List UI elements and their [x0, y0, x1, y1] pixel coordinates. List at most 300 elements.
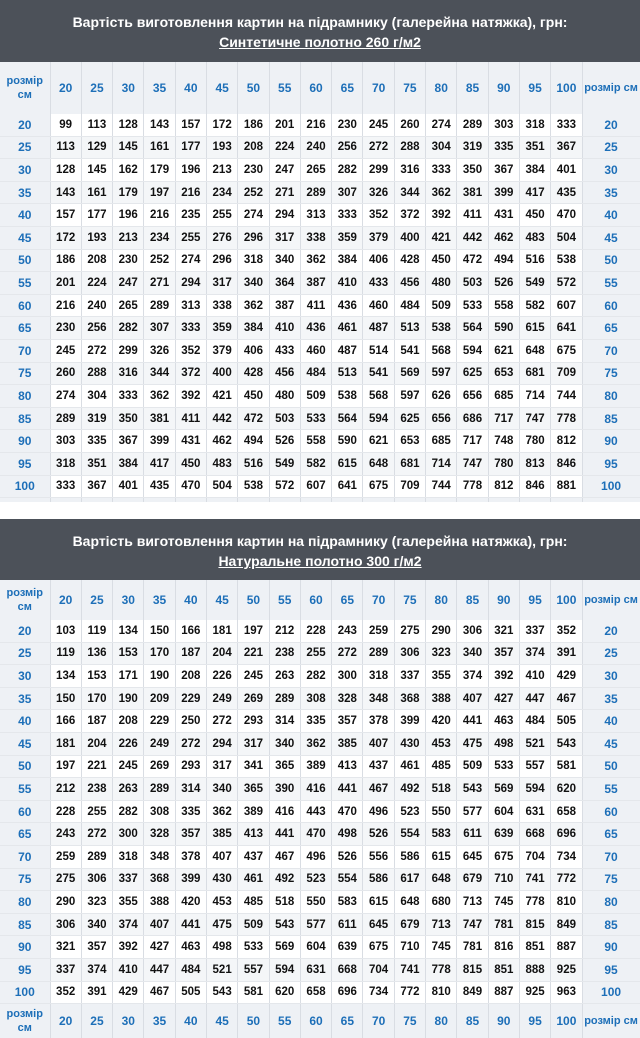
column-header: 60 [300, 1004, 331, 1038]
price-cell: 256 [81, 317, 112, 340]
price-cell: 541 [394, 339, 425, 362]
price-cell: 467 [269, 845, 300, 868]
price-cell: 234 [144, 226, 175, 249]
price-cell: 323 [81, 891, 112, 914]
row-header: 50 [0, 755, 50, 778]
price-cell: 569 [488, 778, 519, 801]
price-cell: 333 [332, 204, 363, 227]
price-cell: 335 [175, 800, 206, 823]
row-header: 75 [0, 868, 50, 891]
price-cell: 734 [363, 981, 394, 1004]
price-cell: 272 [332, 642, 363, 665]
price-cell: 328 [144, 823, 175, 846]
price-cell: 313 [175, 294, 206, 317]
price-cell: 492 [269, 868, 300, 891]
table-row [0, 452, 640, 475]
price-cell: 228 [50, 800, 81, 823]
price-cell: 289 [81, 845, 112, 868]
price-cell: 290 [50, 891, 81, 914]
price-cell: 224 [269, 136, 300, 159]
price-cell: 648 [363, 452, 394, 475]
price-cell: 389 [300, 755, 331, 778]
row-header: 95 [0, 958, 50, 981]
table-header [0, 519, 640, 580]
table-row [0, 362, 640, 385]
column-header: 65 [332, 1004, 363, 1038]
table-row [0, 620, 640, 642]
price-cell: 496 [363, 800, 394, 823]
price-cell: 399 [144, 430, 175, 453]
price-cell: 611 [332, 913, 363, 936]
price-cell: 556 [363, 845, 394, 868]
column-header: 55 [269, 580, 300, 620]
price-cell: 594 [269, 958, 300, 981]
price-cell: 399 [488, 181, 519, 204]
row-header: 100 [582, 475, 640, 498]
price-cell: 639 [332, 936, 363, 959]
price-cell: 461 [238, 868, 269, 891]
table-row [0, 710, 640, 733]
price-cell: 230 [113, 249, 144, 272]
column-header: 35 [144, 1004, 175, 1038]
price-cell: 543 [457, 778, 488, 801]
column-header: 20 [50, 62, 81, 114]
row-header: 80 [0, 891, 50, 914]
row-header: 60 [0, 800, 50, 823]
price-cell: 190 [144, 665, 175, 688]
price-cell: 365 [269, 755, 300, 778]
price-cell: 472 [238, 407, 269, 430]
price-cell: 581 [238, 981, 269, 1004]
price-cell: 208 [81, 249, 112, 272]
price-cell: 685 [488, 385, 519, 408]
price-cell: 420 [426, 710, 457, 733]
price-cell: 337 [394, 665, 425, 688]
table-row [0, 385, 640, 408]
price-cell: 306 [50, 913, 81, 936]
price-cell: 631 [519, 800, 550, 823]
price-cell: 272 [363, 136, 394, 159]
price-cell: 355 [113, 891, 144, 914]
price-cell: 216 [144, 204, 175, 227]
price-cell: 470 [300, 823, 331, 846]
price-cell: 435 [551, 181, 582, 204]
price-cell: 351 [519, 136, 550, 159]
column-header: 55 [269, 62, 300, 114]
table-row [0, 665, 640, 688]
price-cell: 243 [50, 823, 81, 846]
price-cell: 526 [332, 845, 363, 868]
column-header: 85 [457, 62, 488, 114]
price-cell: 615 [519, 317, 550, 340]
price-cell: 645 [457, 845, 488, 868]
price-cell: 607 [551, 294, 582, 317]
price-cell: 611 [457, 823, 488, 846]
price-cell: 714 [519, 385, 550, 408]
row-header: 80 [0, 385, 50, 408]
price-cell: 590 [332, 430, 363, 453]
price-cell: 143 [144, 114, 175, 136]
price-cell: 190 [113, 687, 144, 710]
price-cell: 813 [519, 452, 550, 475]
price-cell: 420 [175, 891, 206, 914]
price-cell: 247 [269, 159, 300, 182]
price-cell: 401 [551, 159, 582, 182]
price-cell: 384 [238, 317, 269, 340]
price-cell: 384 [519, 159, 550, 182]
price-cell: 306 [81, 868, 112, 891]
price-cell: 181 [206, 620, 237, 642]
corner-label: розмір см [582, 62, 640, 114]
price-cell: 335 [81, 430, 112, 453]
row-header: 55 [582, 272, 640, 295]
price-cell: 134 [50, 665, 81, 688]
price-cell: 625 [394, 407, 425, 430]
price-cell: 413 [332, 755, 363, 778]
column-header: 50 [238, 1004, 269, 1038]
price-cell: 317 [206, 272, 237, 295]
price-cell: 348 [144, 845, 175, 868]
price-cell: 480 [269, 385, 300, 408]
table-row [0, 317, 640, 340]
column-header: 65 [332, 580, 363, 620]
row-header: 55 [0, 778, 50, 801]
price-cell: 357 [332, 710, 363, 733]
price-cell: 577 [457, 800, 488, 823]
price-cell: 255 [175, 226, 206, 249]
price-cell: 196 [175, 159, 206, 182]
row-header: 55 [0, 272, 50, 295]
price-cell: 815 [519, 913, 550, 936]
price-cell: 161 [81, 181, 112, 204]
column-header: 45 [206, 62, 237, 114]
price-cell: 250 [175, 710, 206, 733]
price-cell: 780 [488, 452, 519, 475]
price-cell: 568 [363, 385, 394, 408]
price-cell: 177 [175, 136, 206, 159]
row-header: 95 [582, 958, 640, 981]
price-cell: 543 [551, 732, 582, 755]
price-cell: 480 [426, 272, 457, 295]
price-cell: 577 [300, 913, 331, 936]
price-cell: 313 [300, 204, 331, 227]
price-cell: 221 [238, 642, 269, 665]
price-cell: 509 [238, 913, 269, 936]
row-header: 25 [0, 642, 50, 665]
price-cell: 318 [238, 249, 269, 272]
price-cell: 442 [206, 407, 237, 430]
price-cell: 193 [206, 136, 237, 159]
price-cell: 461 [332, 317, 363, 340]
price-cell: 378 [175, 845, 206, 868]
price-cell: 177 [81, 204, 112, 227]
price-cell: 462 [488, 226, 519, 249]
price-cell: 153 [81, 665, 112, 688]
price-cell: 710 [488, 868, 519, 891]
table-subtitle: Синтетичне полотно 260 г/м2 [219, 34, 421, 50]
price-cell: 166 [175, 620, 206, 642]
price-cell: 621 [488, 339, 519, 362]
price-cell: 288 [394, 136, 425, 159]
price-cell: 781 [488, 913, 519, 936]
price-cell: 389 [238, 800, 269, 823]
price-cell: 435 [144, 475, 175, 498]
row-header: 80 [582, 385, 640, 408]
price-cell: 381 [457, 181, 488, 204]
table-row [0, 226, 640, 249]
price-cell: 709 [551, 362, 582, 385]
price-cell: 318 [113, 845, 144, 868]
price-cell: 252 [144, 249, 175, 272]
price-cell: 679 [457, 868, 488, 891]
price-cell: 620 [551, 778, 582, 801]
price-cell: 533 [300, 407, 331, 430]
row-header: 45 [582, 732, 640, 755]
price-cell: 653 [394, 430, 425, 453]
table-row [0, 136, 640, 159]
price-cell: 846 [551, 452, 582, 475]
price-cell: 357 [488, 642, 519, 665]
price-cell: 362 [426, 181, 457, 204]
price-cell: 399 [394, 710, 425, 733]
price-cell: 430 [394, 732, 425, 755]
price-cell: 341 [238, 755, 269, 778]
price-cell: 272 [81, 339, 112, 362]
price-cell: 538 [426, 317, 457, 340]
price-cell: 230 [238, 159, 269, 182]
price-cell: 338 [300, 226, 331, 249]
price-grid [0, 62, 640, 532]
price-cell: 348 [363, 687, 394, 710]
price-cell: 583 [426, 823, 457, 846]
price-cell: 549 [269, 452, 300, 475]
row-header: 65 [0, 823, 50, 846]
table-row [0, 475, 640, 498]
row-header: 65 [582, 823, 640, 846]
price-cell: 372 [175, 362, 206, 385]
price-cell: 410 [332, 272, 363, 295]
price-cell: 350 [457, 159, 488, 182]
price-cell: 416 [269, 800, 300, 823]
price-cell: 617 [394, 868, 425, 891]
table-row [0, 868, 640, 891]
price-cell: 372 [394, 204, 425, 227]
price-cell: 333 [426, 159, 457, 182]
price-cell: 289 [144, 778, 175, 801]
price-cell: 772 [551, 868, 582, 891]
row-header: 75 [582, 868, 640, 891]
table-row [0, 114, 640, 136]
price-cell: 543 [269, 913, 300, 936]
price-cell: 504 [206, 475, 237, 498]
price-cell: 240 [81, 294, 112, 317]
row-header: 70 [582, 339, 640, 362]
table-row [0, 642, 640, 665]
price-cell: 521 [206, 958, 237, 981]
table-row [0, 687, 640, 710]
price-cell: 338 [206, 294, 237, 317]
row-header: 20 [582, 114, 640, 136]
price-cell: 604 [488, 800, 519, 823]
price-cell: 208 [175, 665, 206, 688]
price-cell: 881 [551, 475, 582, 498]
column-header: 100 [551, 62, 582, 114]
price-cell: 428 [238, 362, 269, 385]
corner-label: розмір см [0, 580, 50, 620]
column-header: 60 [300, 62, 331, 114]
price-cell: 433 [363, 272, 394, 295]
price-cell: 216 [300, 114, 331, 136]
price-cell: 713 [426, 913, 457, 936]
row-header: 80 [582, 891, 640, 914]
price-cell: 204 [206, 642, 237, 665]
price-cell: 778 [426, 958, 457, 981]
column-header: 45 [206, 1004, 237, 1038]
price-cell: 238 [81, 778, 112, 801]
price-cell: 179 [113, 181, 144, 204]
column-header: 95 [519, 1004, 550, 1038]
row-header: 75 [582, 362, 640, 385]
price-cell: 351 [81, 452, 112, 475]
price-cell: 509 [300, 385, 331, 408]
price-cell: 275 [50, 868, 81, 891]
price-cell: 518 [426, 778, 457, 801]
price-cell: 543 [206, 981, 237, 1004]
price-cell: 187 [81, 710, 112, 733]
price-cell: 304 [426, 136, 457, 159]
price-cell: 431 [175, 430, 206, 453]
price-cell: 429 [113, 981, 144, 1004]
price-cell: 317 [206, 755, 237, 778]
price-cell: 554 [394, 823, 425, 846]
price-cell: 472 [457, 249, 488, 272]
price-cell: 597 [394, 385, 425, 408]
price-cell: 314 [269, 710, 300, 733]
column-header: 90 [488, 580, 519, 620]
price-cell: 387 [300, 272, 331, 295]
price-cell: 362 [238, 294, 269, 317]
price-cell: 887 [551, 936, 582, 959]
column-header: 70 [363, 62, 394, 114]
price-cell: 328 [332, 687, 363, 710]
price-cell: 514 [363, 339, 394, 362]
price-cell: 594 [457, 339, 488, 362]
price-cell: 604 [300, 936, 331, 959]
price-cell: 704 [519, 845, 550, 868]
table-title: Вартість виготовлення картин на підрамнику (галерейна натяжка), грн: [72, 533, 568, 549]
price-cell: 696 [551, 823, 582, 846]
price-cell: 388 [144, 891, 175, 914]
price-cell: 193 [81, 226, 112, 249]
price-cell: 450 [238, 385, 269, 408]
price-cell: 229 [144, 710, 175, 733]
price-cell: 851 [519, 936, 550, 959]
price-cell: 620 [269, 981, 300, 1004]
price-cell: 621 [363, 430, 394, 453]
price-cell: 316 [113, 362, 144, 385]
row-header: 35 [0, 687, 50, 710]
price-cell: 816 [488, 936, 519, 959]
row-header: 20 [0, 114, 50, 136]
price-cell: 362 [300, 249, 331, 272]
price-cell: 503 [457, 272, 488, 295]
price-cell: 586 [363, 868, 394, 891]
column-header: 40 [175, 62, 206, 114]
price-cell: 229 [175, 687, 206, 710]
price-cell: 314 [175, 778, 206, 801]
price-cell: 586 [394, 845, 425, 868]
price-cell: 550 [426, 800, 457, 823]
row-header: 100 [0, 475, 50, 498]
price-cell: 391 [81, 981, 112, 1004]
price-cell: 245 [363, 114, 394, 136]
price-cell: 656 [426, 407, 457, 430]
price-cell: 319 [457, 136, 488, 159]
price-cell: 467 [551, 687, 582, 710]
row-header: 45 [0, 226, 50, 249]
price-cell: 170 [81, 687, 112, 710]
price-cell: 450 [175, 452, 206, 475]
price-cell: 318 [363, 665, 394, 688]
price-cell: 812 [488, 475, 519, 498]
price-cell: 340 [206, 778, 237, 801]
price-cell: 441 [175, 913, 206, 936]
price-cell: 745 [426, 936, 457, 959]
price-cell: 641 [551, 317, 582, 340]
price-cell: 119 [81, 620, 112, 642]
price-cell: 187 [175, 642, 206, 665]
price-cell: 274 [238, 204, 269, 227]
price-cell: 209 [144, 687, 175, 710]
price-cell: 453 [206, 891, 237, 914]
table-row [0, 181, 640, 204]
price-cell: 407 [144, 913, 175, 936]
price-cell: 379 [363, 226, 394, 249]
price-cell: 846 [519, 475, 550, 498]
price-cell: 317 [269, 226, 300, 249]
price-cell: 321 [488, 620, 519, 642]
price-cell: 150 [144, 620, 175, 642]
column-header: 95 [519, 580, 550, 620]
price-cell: 485 [238, 891, 269, 914]
price-cell: 679 [394, 913, 425, 936]
price-cell: 362 [300, 732, 331, 755]
row-header: 30 [582, 665, 640, 688]
table-row [0, 430, 640, 453]
price-cell: 243 [332, 620, 363, 642]
price-cell: 557 [238, 958, 269, 981]
row-header: 70 [582, 845, 640, 868]
price-cell: 462 [206, 430, 237, 453]
row-header: 35 [582, 181, 640, 204]
price-cell: 392 [113, 936, 144, 959]
price-cell: 406 [238, 339, 269, 362]
price-cell: 680 [426, 891, 457, 914]
column-header: 55 [269, 1004, 300, 1038]
row-header: 100 [0, 981, 50, 1004]
price-cell: 851 [488, 958, 519, 981]
price-cell: 274 [50, 385, 81, 408]
price-cell: 145 [113, 136, 144, 159]
price-cell: 289 [50, 407, 81, 430]
price-cell: 484 [519, 710, 550, 733]
price-cell: 483 [519, 226, 550, 249]
price-cell: 648 [426, 868, 457, 891]
row-header: 25 [0, 136, 50, 159]
price-cell: 201 [269, 114, 300, 136]
price-cell: 717 [457, 430, 488, 453]
price-cell: 367 [113, 430, 144, 453]
